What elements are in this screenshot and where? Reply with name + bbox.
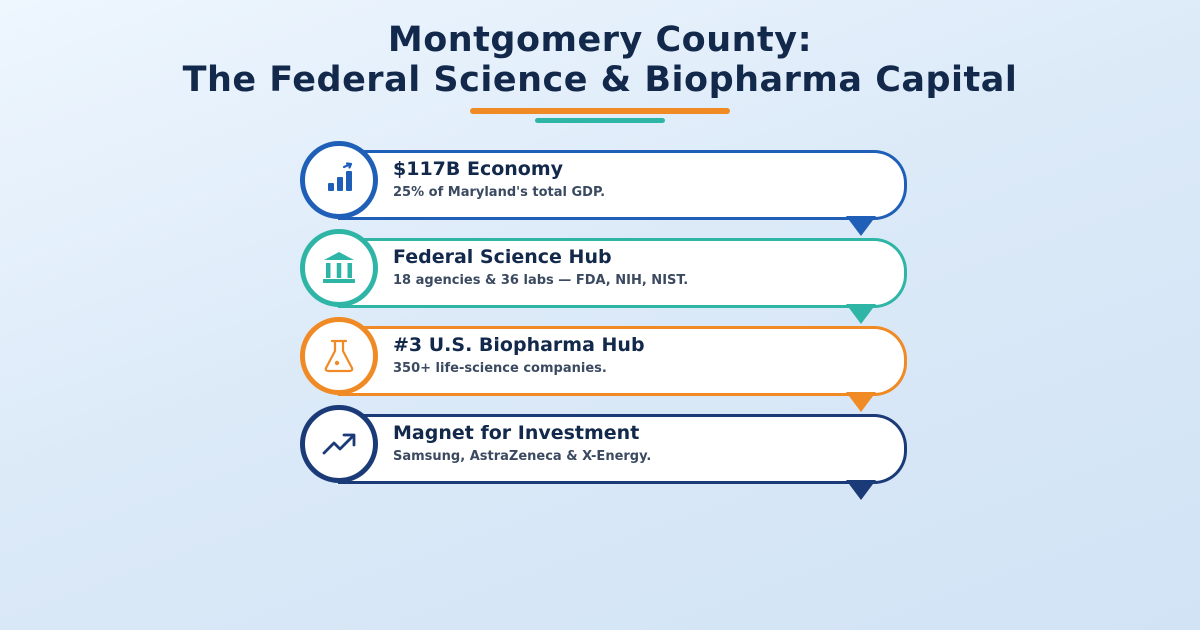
item-card-biopharma <box>300 322 910 398</box>
item-title: $117B Economy <box>393 158 564 180</box>
item-icon-circle <box>300 229 378 307</box>
item-icon-circle <box>300 405 378 483</box>
flask-icon <box>320 337 358 375</box>
government-building-icon <box>320 249 358 287</box>
item-title: Magnet for Investment <box>393 422 640 444</box>
title-line-1: Montgomery County: <box>387 20 813 60</box>
item-pointer <box>846 480 876 500</box>
item-description: 25% of Maryland's total GDP. <box>393 185 606 200</box>
item-description: Samsung, AstraZeneca & X-Energy. <box>393 449 652 464</box>
item-title: Federal Science Hub <box>393 246 612 268</box>
title-underline-teal <box>535 118 665 123</box>
bar-chart-icon <box>320 161 358 199</box>
item-pointer <box>846 216 876 236</box>
item-description: 350+ life-science companies. <box>393 361 607 376</box>
item-card-investment <box>300 410 910 486</box>
page-title <box>0 20 1200 100</box>
item-description: 18 agencies & 36 labs — FDA, NIH, NIST. <box>393 273 689 288</box>
item-pointer <box>846 304 876 324</box>
item-pointer <box>846 392 876 412</box>
item-card-economy <box>300 146 910 222</box>
item-card-federal-science <box>300 234 910 310</box>
title-line-2: The Federal Science & Biopharma Capital <box>182 60 1018 100</box>
trending-up-icon <box>320 425 358 463</box>
item-icon-circle <box>300 141 378 219</box>
title-underline-orange <box>470 108 730 114</box>
item-title: #3 U.S. Biopharma Hub <box>393 334 645 356</box>
item-icon-circle <box>300 317 378 395</box>
